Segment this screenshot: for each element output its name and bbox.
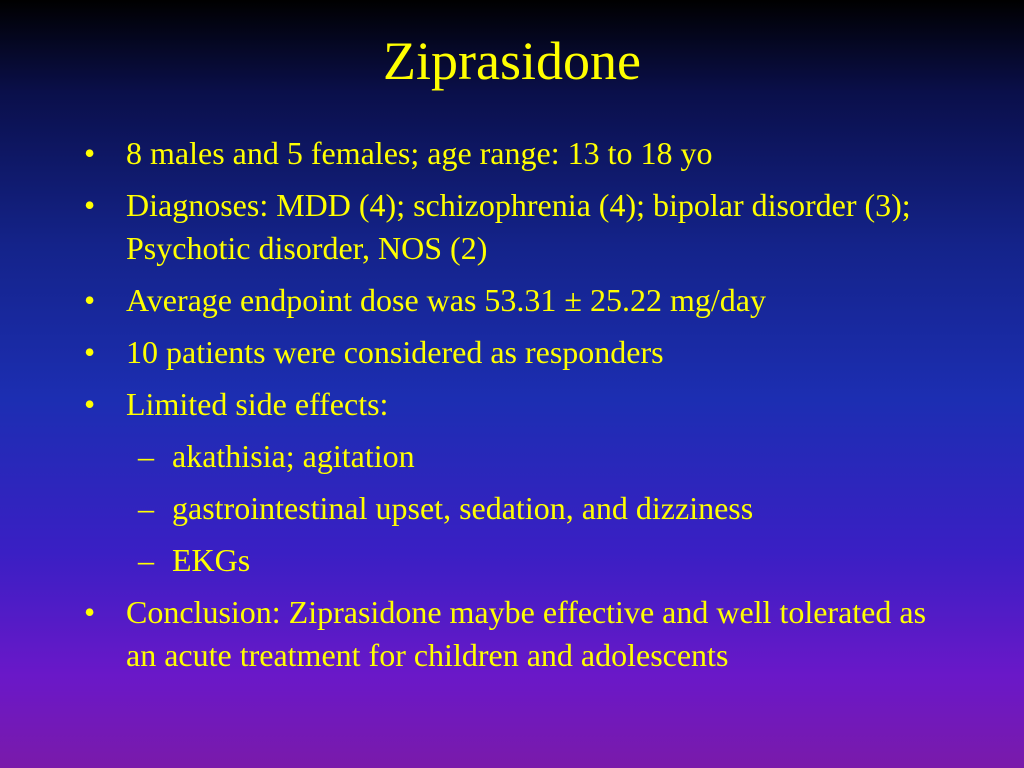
bullet-marker: • bbox=[84, 135, 96, 171]
sub-bullet-item bbox=[84, 539, 964, 582]
bullet-list bbox=[84, 132, 964, 686]
bullet-marker: • bbox=[84, 594, 96, 630]
bullet-item-conclusion bbox=[84, 591, 964, 677]
bullet-item bbox=[84, 383, 964, 426]
bullet-text: 10 patients were considered as responders bbox=[126, 334, 664, 370]
sub-bullet-text: akathisia; agitation bbox=[172, 438, 415, 474]
sub-bullet-text: gastrointestinal upset, sedation, and dizziness bbox=[172, 490, 754, 526]
bullet-text: Limited side effects: bbox=[126, 386, 389, 422]
sub-bullet-item bbox=[84, 435, 964, 478]
conclusion-text: Conclusion: Ziprasidone maybe effective and well tolerated as an acute treatment for children and adolescents bbox=[126, 594, 927, 673]
sub-bullet-text: EKGs bbox=[172, 542, 251, 578]
bullet-marker: • bbox=[84, 386, 96, 422]
bullet-marker: • bbox=[84, 187, 96, 223]
sub-bullet-marker: – bbox=[138, 438, 154, 474]
slide-title: Ziprasidone bbox=[383, 31, 641, 91]
bullet-item bbox=[84, 279, 964, 322]
bullet-marker: • bbox=[84, 282, 96, 318]
bullet-item bbox=[84, 331, 964, 374]
bullet-marker: • bbox=[84, 334, 96, 370]
bullet-text: 8 males and 5 females; age range: 13 to 18 yo bbox=[126, 135, 713, 171]
sub-bullet-marker: – bbox=[138, 490, 154, 526]
sub-bullet-item bbox=[84, 487, 964, 530]
sub-bullet-marker: – bbox=[138, 542, 154, 578]
bullet-item bbox=[84, 184, 964, 270]
bullet-text: Average endpoint dose was 53.31 ± 25.22 mg/day bbox=[126, 282, 766, 318]
bullet-text: Diagnoses: MDD (4); schizophrenia (4); bipolar disorder (3); Psychotic disorder, NOS (2) bbox=[126, 187, 911, 266]
bullet-item bbox=[84, 132, 964, 175]
